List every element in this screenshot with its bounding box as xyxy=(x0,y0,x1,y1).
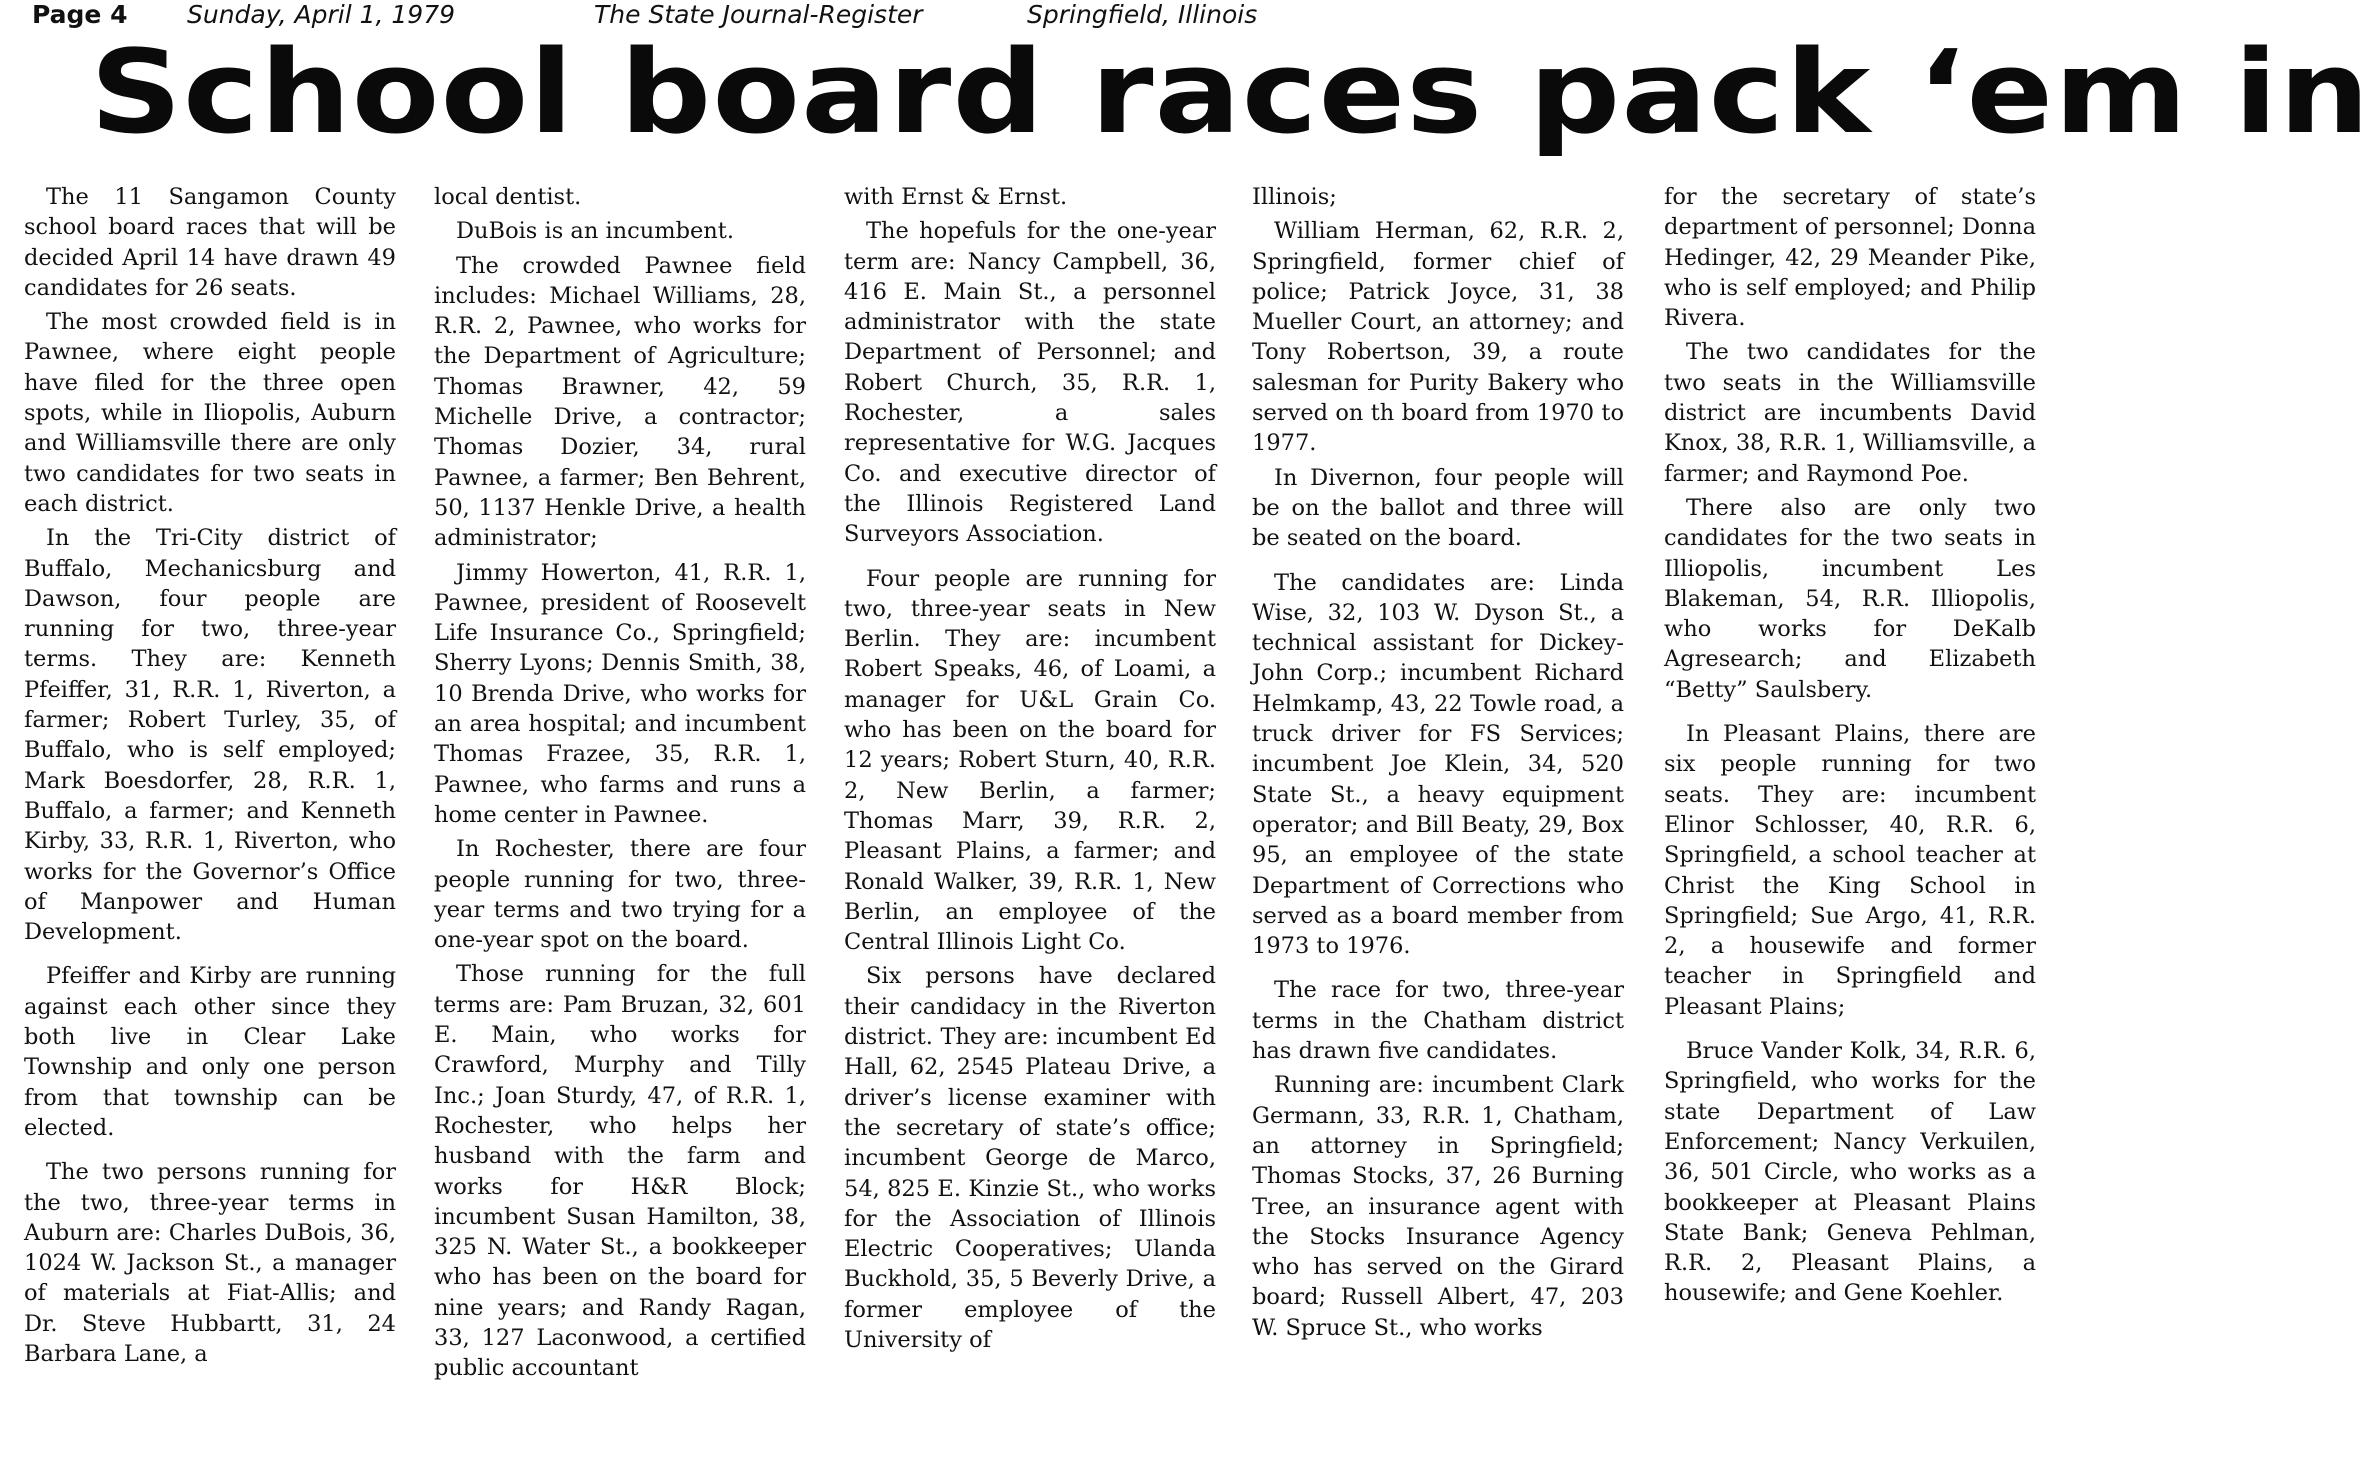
article-column-1 xyxy=(24,182,396,1454)
article-paragraph: William Herman, 62, R.R. 2, Springfield, former chief of police; Patrick Joyce, 31, 38 Mueller Court, an attorney; and Tony Robertson, 39, a route salesman for Purity Bakery who served on th board from 1970 to 1977. xyxy=(1252,218,1624,457)
page-number: Page 4 xyxy=(32,0,128,29)
article-column-2 xyxy=(434,182,806,1454)
article-headline: School board races pack ‘em in xyxy=(90,26,2371,160)
article-paragraph: There also are only two candidates for the two seats in Illiopolis, incumbent Les Blakeman, 54, R.R. Illiopolis, who works for DeKalb Agresearch; and Elizabeth “Betty” Saulsbery. xyxy=(1664,494,2036,703)
article-paragraph: The two persons running for the two, three-year terms in Auburn are: Charles DuBois, 36, 1024 W. Jackson St., a manager of materials at Fiat-Allis; and Dr. Steve Hubbartt, 31, 24 Barbara Lane, a xyxy=(24,1159,396,1367)
article-paragraph: In Rochester, there are four people running for two, three-year terms and two trying for a one-year spot on the board. xyxy=(434,836,806,954)
article-paragraph: Running are: incumbent Clark Germann, 33, R.R. 1, Chatham, an attorney in Springfield; Thomas Stocks, 37, 26 Burning Tree, an insurance agent with the Stocks Insurance Agency who has served on the Girard board; Russell Albert, 47, 203 W. Spruce St., who works xyxy=(1252,1072,1624,1341)
article-paragraph: local dentist. xyxy=(434,184,582,210)
article-paragraph: In Divernon, four people will be on the ballot and three will be seated on the board. xyxy=(1252,464,1624,552)
publication-date: Sunday, April 1, 1979 xyxy=(187,0,456,29)
article-paragraph: for the secretary of state’s department of personnel; Donna Hedinger, 42, 29 Meander Pike, who is self employed; and Philip Rivera. xyxy=(1664,184,2036,332)
article-column-3 xyxy=(844,182,1216,1454)
article-paragraph: The 11 Sangamon County school board races that will be decided April 14 have drawn 49 candidates for 26 seats. xyxy=(24,184,396,301)
newspaper-city: Springfield, Illinois xyxy=(1027,0,1258,29)
article-paragraph: The crowded Pawnee field includes: Michael Williams, 28, R.R. 2, Pawnee, who works for the Department of Agriculture; Thomas Brawner, 42, 59 Michelle Drive, a contractor; Thomas Dozier, 34, rural Pawnee, a farmer; Ben Behrent, 50, 1137 Henkle Drive, a health administrator; xyxy=(434,252,806,552)
article-column-5 xyxy=(1664,182,2036,1454)
article-column-4 xyxy=(1252,182,1624,1454)
article-paragraph: Four people are running for two, three-year seats in New Berlin. They are: incumbent Robert Speaks, 46, of Loami, a manager for U&L Grain Co. who has been on the board for 12 years; Robert Sturn, 40, R.R. 2, New Berlin, a farmer; Thomas Marr, 39, R.R. 2, Pleasant Plains, a farmer; and Ronald Walker, 39, R.R. 1, New Berlin, an employee of the Central Illinois Light Co. xyxy=(844,565,1216,956)
article-paragraph: The candidates are: Linda Wise, 32, 103 W. Dyson St., a technical assistant for Dickey-John Corp.; incumbent Richard Helmkamp, 43, 22 Towle road, a truck driver for FS Services; incumbent Joe Klein, 34, 520 State St., a heavy equipment operator; and Bill Beaty, 29, Box 95, an employee of the state Department of Corrections who served as a board member from 1973 to 1976. xyxy=(1252,569,1624,960)
article-paragraph: Six persons have declared their candidacy in the Riverton district. They are: incumbent Ed Hall, 62, 2545 Plateau Drive, a driver’s license examiner with the secretary of state’s office; incumbent George de Marco, 54, 825 E. Kinzie St., who works for the Association of Illinois Electric Cooperatives; Ulanda Buckhold, 35, 5 Beverly Drive, a former employee of the University of xyxy=(844,963,1216,1353)
article-paragraph: The hopefuls for the one-year term are: Nancy Campbell, 36, 416 E. Main St., a personnel administrator with the state Department of Personnel; and Robert Church, 35, R.R. 1, Rochester, a sales representative for W.G. Jacques Co. and executive director of the Illinois Registered Land Surveyors Association. xyxy=(844,218,1216,548)
article-paragraph: In Pleasant Plains, there are six people running for two seats. They are: incumbent Elinor Schlosser, 40, R.R. 6, Springfield, a school teacher at Christ the King School in Springfield; Sue Argo, 41, R.R. 2, a housewife and former teacher in Springfield and Pleasant Plains; xyxy=(1664,721,2036,1020)
article-paragraph: The two candidates for the two seats in the Williamsville district are incumbents David Knox, 38, R.R. 1, Williamsville, a farmer; and Raymond Poe. xyxy=(1664,339,2036,487)
newspaper-name: The State Journal-Register xyxy=(594,0,923,29)
article-paragraph: DuBois is an incumbent. xyxy=(456,218,734,245)
article-paragraph: The race for two, three-year terms in the Chatham district has drawn five candidates. xyxy=(1252,977,1624,1065)
article-paragraph: Those running for the full terms are: Pam Bruzan, 32, 601 E. Main, who works for Crawford, Murphy and Tilly Inc.; Joan Sturdy, 47, of R.R. 1, Rochester, who helps her husband with the farm and works for H&R Block; incumbent Susan Hamilton, 38, 325 N. Water St., a bookkeeper who has been on the board for nine years; and Randy Ragan, 33, 127 Laconwood, a certified public accountant xyxy=(434,961,806,1382)
article-paragraph: In the Tri-City district of Buffalo, Mechanicsburg and Dawson, four people are running for two, three-year terms. They are: Kenneth Pfeiffer, 31, R.R. 1, Riverton, a farmer; Robert Turley, 35, of Buffalo, who is self employed; Mark Boesdorfer, 28, R.R. 1, Buffalo, a farmer; and Kenneth Kirby, 33, R.R. 1, Riverton, who works for the Governor’s Office of Manpower and Human Development. xyxy=(24,525,396,946)
article-paragraph: Illinois; xyxy=(1252,184,1337,210)
article-paragraph: The most crowded field is in Pawnee, where eight people have filed for the three open spots, while in Iliopolis, Auburn and Williamsville there are only two candidates for two seats in each district. xyxy=(24,309,396,517)
article-paragraph: Bruce Vander Kolk, 34, R.R. 6, Springfield, who works for the state Department of Law Enforcement; Nancy Verkuilen, 36, 501 Circle, who works as a bookkeeper at Pleasant Plains State Bank; Geneva Pehlman, R.R. 2, Pleasant Plains, a housewife; and Gene Koehler. xyxy=(1664,1038,2036,1307)
article-paragraph: Jimmy Howerton, 41, R.R. 1, Pawnee, president of Roosevelt Life Insurance Co., Springfield; Sherry Lyons; Dennis Smith, 38, 10 Brenda Drive, who works for an area hospital; and incumbent Thomas Frazee, 35, R.R. 1, Pawnee, who farms and runs a home center in Pawnee. xyxy=(434,559,806,828)
article-body xyxy=(24,182,2036,1454)
article-paragraph: with Ernst & Ernst. xyxy=(844,184,1068,210)
article-paragraph: Pfeiffer and Kirby are running against each other since they both live in Clear Lake Township and only one person from that township can be elected. xyxy=(24,963,396,1141)
